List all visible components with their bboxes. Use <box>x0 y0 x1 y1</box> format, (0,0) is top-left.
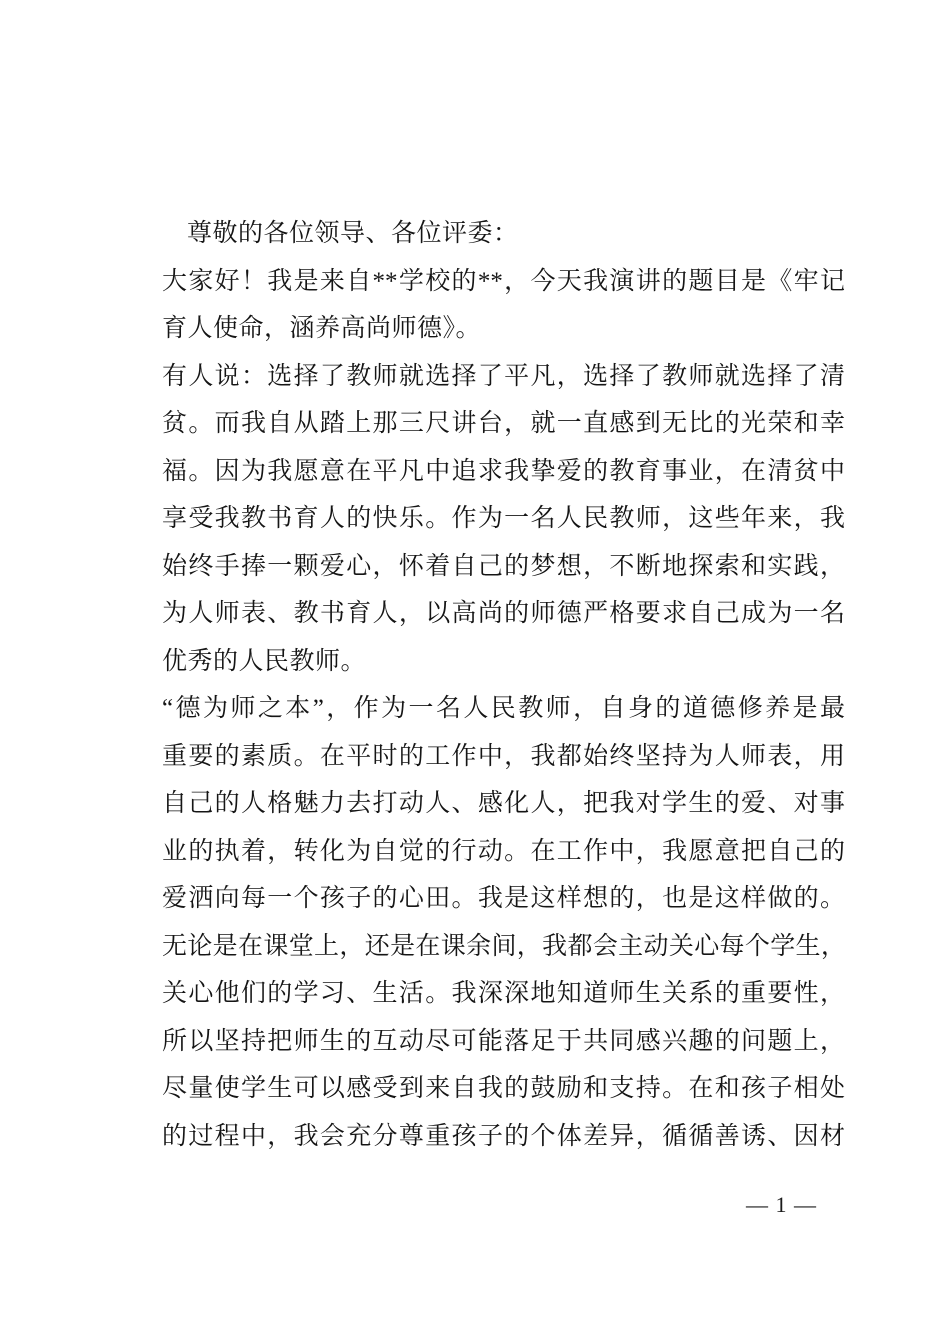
text-line: 贫。而我自从踏上那三尺讲台，就一直感到无比的光荣和幸 <box>162 410 845 437</box>
text-line: 始终手捧一颗爱心，怀着自己的梦想，不断地探索和实践， <box>162 552 845 580</box>
text-line: 尽量使学生可以感受到来自我的鼓励和支持。在和孩子相处 <box>162 1075 845 1102</box>
text-line: 大家好！我是来自**学校的**，今天我演讲的题目是《牢记 <box>162 267 845 295</box>
text-line: 为人师表、教书育人，以高尚的师德严格要求自己成为一名 <box>162 600 845 627</box>
text-line: 无论是在课堂上，还是在课余间，我都会主动关心每个学生， <box>162 932 845 960</box>
text-line: 育人使命，涵养高尚师德》。 <box>162 315 482 342</box>
text-line: 享受我教书育人的快乐。作为一名人民教师，这些年来，我 <box>162 505 845 532</box>
text-line: 的过程中，我会充分尊重孩子的个体差异，循循善诱、因材 <box>162 1122 845 1150</box>
text-line: “德为师之本”，作为一名人民教师，自身的道德修养是最 <box>162 695 845 722</box>
speech-text <box>162 210 845 1160</box>
text-line: 福。因为我愿意在平凡中追求我挚爱的教育事业，在清贫中 <box>162 457 845 485</box>
text-line: 业的执着，转化为自觉的行动。在工作中，我愿意把自己的 <box>162 837 845 865</box>
text-line: 有人说：选择了教师就选择了平凡，选择了教师就选择了清 <box>162 362 845 390</box>
page-number: — 1 — <box>746 1192 817 1217</box>
text-line-greeting: 尊敬的各位领导、各位评委： <box>187 220 519 247</box>
text-line: 所以坚持把师生的互动尽可能落足于共同感兴趣的问题上， <box>162 1027 845 1055</box>
text-line: 关心他们的学习、生活。我深深地知道师生关系的重要性， <box>162 980 845 1007</box>
text-line: 自己的人格魅力去打动人、感化人，把我对学生的爱、对事 <box>162 790 845 817</box>
text-line: 重要的素质。在平时的工作中，我都始终坚持为人师表，用 <box>162 742 845 770</box>
text-line: 优秀的人民教师。 <box>162 647 367 675</box>
text-line: 爱洒向每一个孩子的心田。我是这样想的，也是这样做的。 <box>162 885 845 912</box>
